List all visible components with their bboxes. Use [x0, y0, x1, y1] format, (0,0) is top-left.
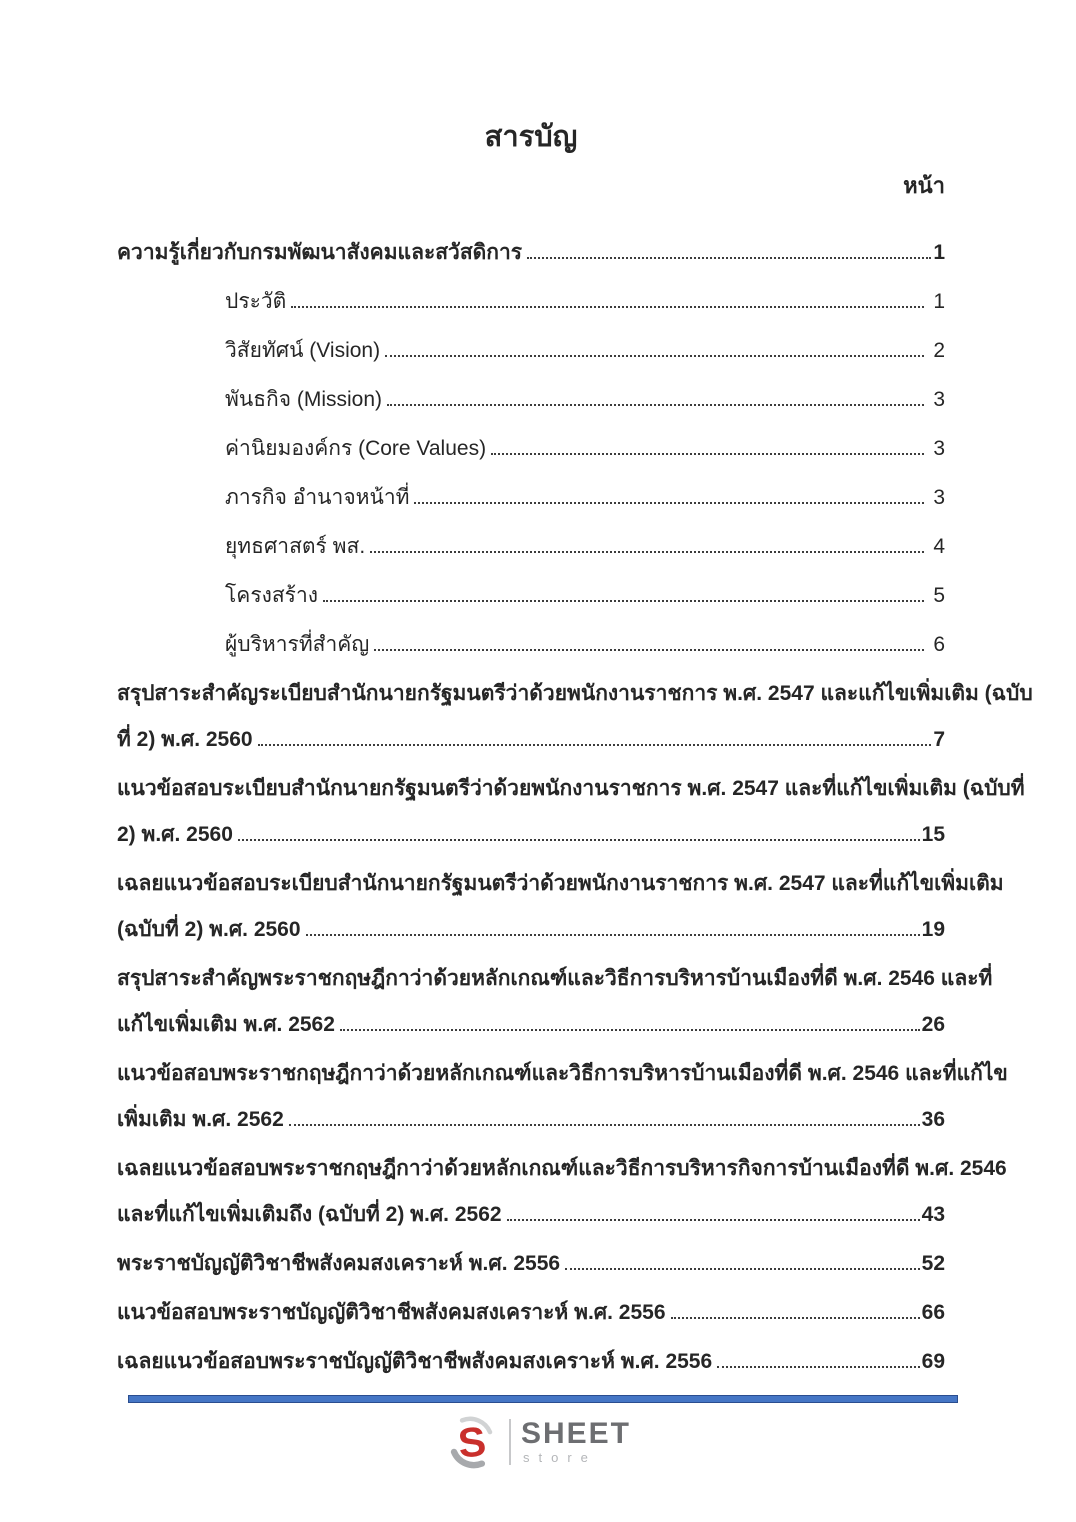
toc-entry — [117, 524, 945, 570]
toc-entry-label: ภารกิจ อำนาจหน้าที่ — [225, 486, 410, 509]
dot-leader — [258, 744, 932, 746]
toc-page-number: 7 — [933, 728, 945, 751]
dot-leader — [385, 355, 924, 357]
toc-page-number: 3 — [933, 388, 945, 411]
toc-entry-label-line2: (ฉบับที่ 2) พ.ศ. 2560 — [117, 918, 301, 941]
dot-leader — [717, 1366, 919, 1368]
toc-page-number: 4 — [933, 535, 945, 558]
svg-text:S: S — [455, 1418, 489, 1467]
toc-entry-label-line2: 2) พ.ศ. 2560 — [117, 823, 233, 846]
toc-entry-label: ยุทธศาสตร์ พส. — [225, 535, 366, 558]
dot-leader — [671, 1317, 920, 1319]
toc-entry-label-line2: และที่แก้ไขเพิ่มเติมถึง (ฉบับที่ 2) พ.ศ. 2562 — [117, 1203, 502, 1226]
dot-leader — [491, 453, 924, 455]
toc-entry — [117, 573, 945, 619]
toc-page-number: 19 — [921, 918, 945, 941]
toc-page-number: 43 — [921, 1203, 945, 1226]
dot-leader — [565, 1268, 920, 1270]
toc-entry — [117, 622, 945, 668]
toc-page-number: 2 — [933, 339, 945, 362]
dot-leader — [414, 502, 924, 504]
toc-entry-label-line1: สรุปสาระสำคัญระเบียบสำนักนายกรัฐมนตรีว่าด้วยพนักงานราชการ พ.ศ. 2547 และแก้ไขเพิ่มเติม (ฉบับ — [117, 682, 1033, 705]
toc-entry — [117, 671, 1033, 763]
toc-page-number: 52 — [921, 1252, 945, 1275]
toc-entry-label-line1: เฉลยแนวข้อสอบพระราชกฤษฎีกาว่าด้วยหลักเกณฑ์และวิธีการบริหารกิจการบ้านเมืองที่ดี พ.ศ. 2546 — [117, 1157, 1007, 1180]
dot-leader — [289, 1124, 920, 1126]
dot-leader — [507, 1219, 920, 1221]
toc-page-number: 3 — [933, 437, 945, 460]
toc-entry — [117, 1339, 945, 1385]
toc-page-number: 66 — [921, 1301, 945, 1324]
toc-entry-label-line2: ที่ 2) พ.ศ. 2560 — [117, 728, 253, 751]
toc-entry — [117, 1290, 945, 1336]
dot-leader — [527, 257, 931, 259]
toc-entry-label-line1: เฉลยแนวข้อสอบระเบียบสำนักนายกรัฐมนตรีว่าด้วยพนักงานราชการ พ.ศ. 2547 และที่แก้ไขเพิ่มเติม — [117, 872, 1004, 895]
toc-entry — [117, 426, 945, 472]
toc-entry-label: เฉลยแนวข้อสอบพระราชบัญญัติวิชาชีพสังคมสงเคราะห์ พ.ศ. 2556 — [117, 1350, 713, 1373]
dot-leader — [370, 551, 924, 553]
toc-entry-label-line2: เพิ่มเติม พ.ศ. 2562 — [117, 1108, 284, 1131]
toc-entry-label: ค่านิยมองค์กร (Core Values) — [225, 437, 487, 460]
toc-entry-label-line1: สรุปสาระสำคัญพระราชกฤษฎีกาว่าด้วยหลักเกณฑ์และวิธีการบริหารบ้านเมืองที่ดี พ.ศ. 2546 และที่ — [117, 967, 993, 990]
toc-entry — [117, 377, 945, 423]
toc-page-number: 69 — [921, 1350, 945, 1373]
dot-leader — [306, 934, 920, 936]
toc-entry-label: แนวข้อสอบพระราชบัญญัติวิชาชีพสังคมสงเคราะห์ พ.ศ. 2556 — [117, 1301, 666, 1324]
page-column-header: หน้า — [903, 173, 945, 198]
toc-entry-label: พันธกิจ (Mission) — [225, 388, 383, 411]
toc-entry-label-line2: แก้ไขเพิ่มเติม พ.ศ. 2562 — [117, 1013, 335, 1036]
dot-leader — [291, 306, 924, 308]
toc-page-number: 6 — [933, 633, 945, 656]
dot-leader — [340, 1029, 920, 1031]
sheet-store-logo — [0, 1415, 1076, 1469]
toc-entry — [117, 230, 945, 276]
toc-entry-label-line1: แนวข้อสอบพระราชกฤษฎีกาว่าด้วยหลักเกณฑ์และวิธีการบริหารบ้านเมืองที่ดี พ.ศ. 2546 และที่แก้ไข — [117, 1062, 1008, 1085]
toc-entry — [117, 328, 945, 374]
toc-page-number: 3 — [933, 486, 945, 509]
toc-entry-label: โครงสร้าง — [225, 584, 319, 607]
toc-entry — [117, 1051, 1008, 1143]
toc-entry — [117, 475, 945, 521]
page-title: สารบัญ — [484, 121, 578, 153]
toc-entry-label: ผู้บริหารที่สำคัญ — [225, 633, 370, 656]
sheet-store-logo-icon — [445, 1415, 499, 1469]
toc-page-number: 36 — [921, 1108, 945, 1131]
toc-entry-label: ความรู้เกี่ยวกับกรมพัฒนาสังคมและสวัสดิการ — [117, 241, 523, 264]
toc-entry-label: พระราชบัญญัติวิชาชีพสังคมสงเคราะห์ พ.ศ. 2556 — [117, 1252, 561, 1275]
toc-entry — [117, 1146, 1007, 1238]
logo-subtitle: store — [522, 1449, 597, 1465]
dot-leader — [387, 404, 924, 406]
toc-page-number: 26 — [921, 1013, 945, 1036]
dot-leader — [374, 649, 924, 651]
toc-entry — [117, 766, 1025, 858]
footer-divider-rule — [128, 1395, 958, 1403]
logo-text — [520, 1416, 632, 1465]
table-of-contents — [117, 230, 1033, 1385]
toc-entry-label-line1: แนวข้อสอบระเบียบสำนักนายกรัฐมนตรีว่าด้วยพนักงานราชการ พ.ศ. 2547 และที่แก้ไขเพิ่มเติม (ฉบับที่ — [117, 777, 1025, 800]
dot-leader — [323, 600, 924, 602]
toc-entry — [117, 956, 993, 1048]
toc-entry — [117, 1241, 945, 1287]
toc-page-number: 1 — [933, 290, 945, 313]
toc-page-number: 1 — [933, 241, 945, 264]
toc-page-number: 5 — [933, 584, 945, 607]
logo-divider — [509, 1419, 511, 1465]
toc-entry-label: ประวัติ — [225, 290, 287, 313]
logo-name: SHEET — [520, 1416, 632, 1450]
toc-page-number: 15 — [921, 823, 945, 846]
dot-leader — [238, 839, 920, 841]
toc-entry — [117, 861, 1004, 953]
toc-entry-label: วิสัยทัศน์ (Vision) — [225, 339, 381, 362]
toc-entry — [117, 279, 945, 325]
